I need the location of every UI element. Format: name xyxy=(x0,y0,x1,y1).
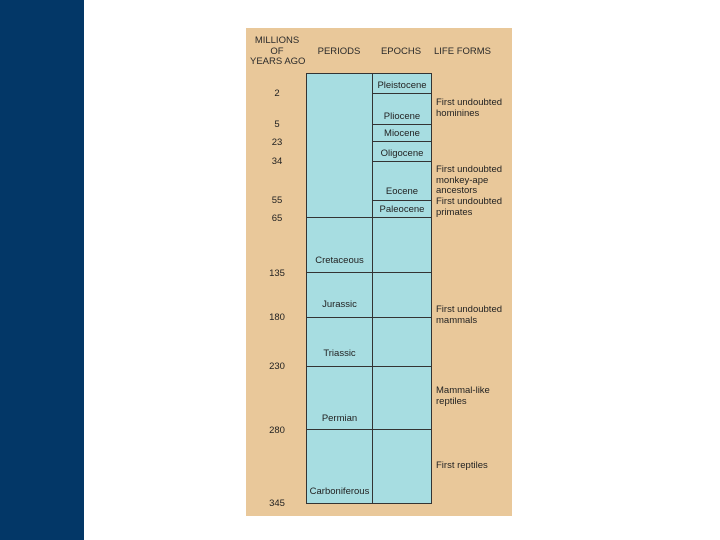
year-label: 65 xyxy=(271,213,283,224)
life-form-mammal-like-reptiles xyxy=(436,386,490,407)
life-form-line: Mammal-like xyxy=(436,385,490,396)
geologic-timescale-chart xyxy=(246,28,512,516)
sidebar-band xyxy=(0,0,84,540)
life-form-line: First undoubted xyxy=(436,164,503,175)
life-form-line: First reptiles xyxy=(436,460,488,471)
epoch-label-pleistocene: Pleistocene xyxy=(377,80,427,91)
header-periods: PERIODS xyxy=(317,46,361,57)
life-form-line: First undoubted xyxy=(436,196,503,207)
period-label-carboniferous: Carboniferous xyxy=(309,486,370,497)
year-label: 345 xyxy=(269,498,285,509)
epoch-label-oligocene: Oligocene xyxy=(380,148,424,159)
period-label-cretaceous: Cretaceous xyxy=(315,255,364,266)
periods-column xyxy=(306,73,373,504)
epoch-label-paleocene: Paleocene xyxy=(379,204,425,215)
year-label: 23 xyxy=(271,137,283,148)
header-life-forms: LIFE FORMS xyxy=(434,46,492,57)
life-form-primates xyxy=(436,197,502,218)
period-divider xyxy=(306,317,432,318)
year-label: 34 xyxy=(271,156,283,167)
epoch-divider xyxy=(372,200,432,201)
year-label: 135 xyxy=(269,268,285,279)
period-divider xyxy=(306,272,432,273)
life-form-first-reptiles xyxy=(436,461,488,472)
life-form-line: primates xyxy=(436,206,473,218)
year-label: 230 xyxy=(269,361,285,372)
year-label: 2 xyxy=(274,88,280,99)
epoch-divider xyxy=(372,93,432,94)
year-label: 5 xyxy=(274,119,280,130)
period-label-permian: Permian xyxy=(321,413,358,424)
year-label: 180 xyxy=(269,312,285,323)
header-epochs: EPOCHS xyxy=(380,46,422,57)
period-label-jurassic: Jurassic xyxy=(322,299,357,310)
epoch-divider xyxy=(372,161,432,162)
epoch-divider xyxy=(372,124,432,125)
header-years-line2: OF xyxy=(270,45,284,57)
life-form-hominines xyxy=(436,98,502,119)
epoch-label-pliocene: Pliocene xyxy=(383,111,421,122)
life-form-line: First undoubted xyxy=(436,97,503,108)
life-form-line: monkey-ape xyxy=(436,174,489,186)
period-divider xyxy=(306,429,432,430)
year-label: 280 xyxy=(269,425,285,436)
epoch-divider xyxy=(372,141,432,142)
life-form-line: reptiles xyxy=(436,395,467,407)
life-form-mammals xyxy=(436,305,502,326)
epoch-label-miocene: Miocene xyxy=(384,128,420,139)
header-millions-years-ago xyxy=(250,36,304,68)
life-form-line: mammals xyxy=(436,314,478,326)
period-divider xyxy=(306,217,432,218)
life-form-line: ancestors xyxy=(436,185,478,196)
life-form-monkey-ape-ancestors xyxy=(436,165,502,197)
life-form-line: First undoubted xyxy=(436,304,503,315)
header-years-line3: YEARS AGO xyxy=(250,56,306,67)
period-label-triassic: Triassic xyxy=(323,348,356,359)
life-form-line: hominines xyxy=(436,107,480,119)
header-years-line1: MILLIONS xyxy=(254,35,300,46)
epoch-label-eocene: Eocene xyxy=(385,186,419,197)
period-divider xyxy=(306,366,432,367)
year-label: 55 xyxy=(271,195,283,206)
